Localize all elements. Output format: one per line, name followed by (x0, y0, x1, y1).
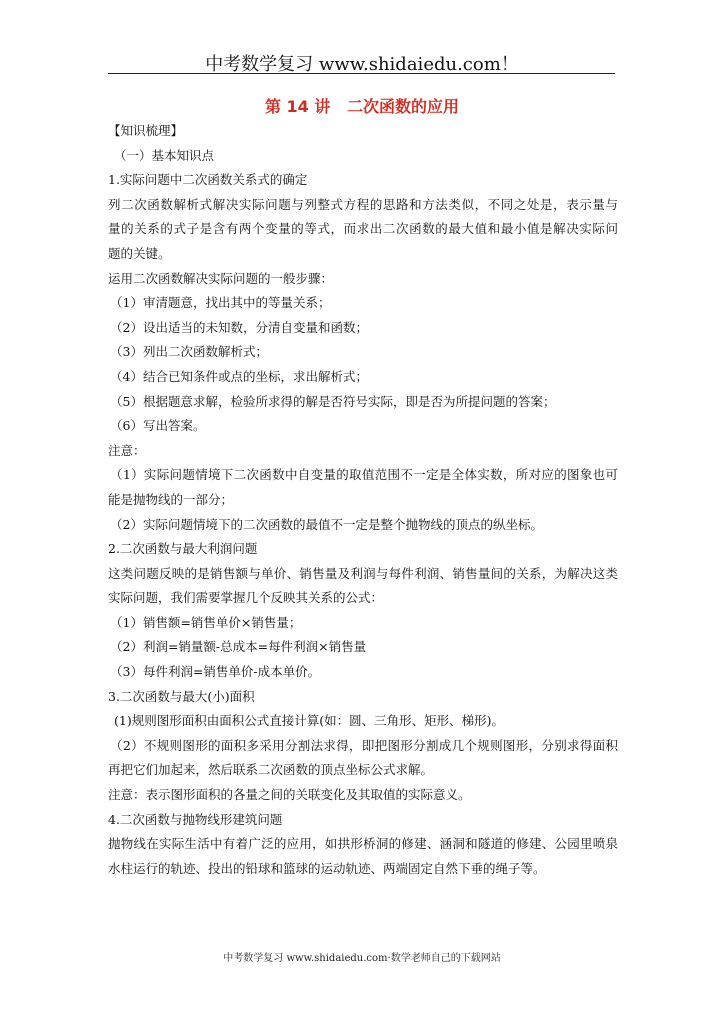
paragraph-4-line-1: 抛物线在实际生活中有着广泛的应用，如拱形桥洞的修建、涵洞和隧道的修建、公园里喷泉 (108, 836, 618, 852)
area-rule-2-line-2: 再把它们加起来，然后联系二次函数的顶点坐标公式求解。 (108, 762, 434, 778)
lesson-title: 第 14 讲 二次函数的应用 (264, 97, 460, 116)
heading-1: 1.实际问题中二次函数关系式的确定 (108, 172, 308, 188)
area-rule-1: (1)规则图形面积由面积公式直接计算(如：圆、三角形、矩形、梯形)。 (114, 713, 504, 729)
heading-2: 2.二次函数与最大利润问题 (108, 541, 258, 557)
page-footer: 中考数学复习 www.shidaiedu.com·数学老师自己的下载网站 (223, 953, 501, 964)
step-5: （5）根据题意求解，检验所求得的解是否符号实际，即是否为所提问题的答案； (110, 393, 556, 409)
document-body (108, 119, 618, 881)
heading-3: 3.二次函数与最大(小)面积 (108, 688, 255, 704)
paragraph-2-line-2: 实际问题，我们需要掌握几个反映其关系的公式： (108, 590, 384, 606)
paragraph-4-line-2: 水柱运行的轨迹、投出的铅球和篮球的运动轨迹、两端固定自然下垂的绳子等。 (108, 860, 546, 876)
note-label: 注意： (108, 442, 146, 458)
section-label: 【知识梳理】 (108, 123, 184, 138)
step-1: （1）审清题意，找出其中的等量关系； (110, 295, 331, 311)
area-note: 注意：表示图形面积的各量之间的关联变化及其取值的实际意义。 (108, 787, 471, 803)
subsection-heading: （一）基本知识点 (114, 147, 215, 163)
paragraph-1-line-3: 题的关键。 (108, 245, 171, 261)
note-1-line-2: 能是抛物线的一部分； (108, 491, 234, 507)
page-header: 中考数学复习 www.shidaiedu.com！ (205, 54, 519, 75)
formula-3: （3）每件利润=销售单价-成本单价。 (110, 664, 321, 680)
paragraph-1-line-2: 量的关系的式子是含有两个变量的等式，而求出二次函数的最大值和最小值是解决实际问 (108, 221, 618, 237)
step-4: （4）结合已知条件或点的坐标，求出解析式； (110, 368, 368, 384)
formula-2: （2）利润=销量额-总成本=每件利润×销售量 (110, 639, 367, 655)
area-rule-2-line-1: （2）不规则图形的面积多采用分割法求得，即把图形分割成几个规则图形，分别求得面积 (110, 737, 618, 753)
paragraph-1-line-1: 列二次函数解析式解决实际问题与列整式方程的思路和方法类似，不同之处是，表示量与 (108, 196, 618, 212)
heading-4: 4.二次函数与抛物线形建筑问题 (108, 811, 283, 827)
formula-1: （1）销售额=销售单价×销售量； (110, 614, 302, 630)
note-2: （2）实际问题情境下的二次函数的最值不一定是整个抛物线的顶点的纵坐标。 (110, 516, 543, 532)
step-2: （2）设出适当的未知数，分清自变量和函数； (110, 319, 368, 335)
note-1-line-1: （1）实际问题情境下二次函数中自变量的取值范围不一定是全体实数，所对应的图象也可 (110, 467, 618, 483)
step-3: （3）列出二次函数解析式； (110, 344, 268, 360)
header-divider (108, 73, 615, 74)
paragraph-2-line-1: 这类问题反映的是销售额与单价、销售量及利润与每件利润、销售量间的关系，为解决这类 (108, 565, 618, 581)
steps-intro: 运用二次函数解决实际问题的一般步骤： (108, 270, 334, 286)
step-6: （6）写出答案。 (110, 418, 206, 434)
